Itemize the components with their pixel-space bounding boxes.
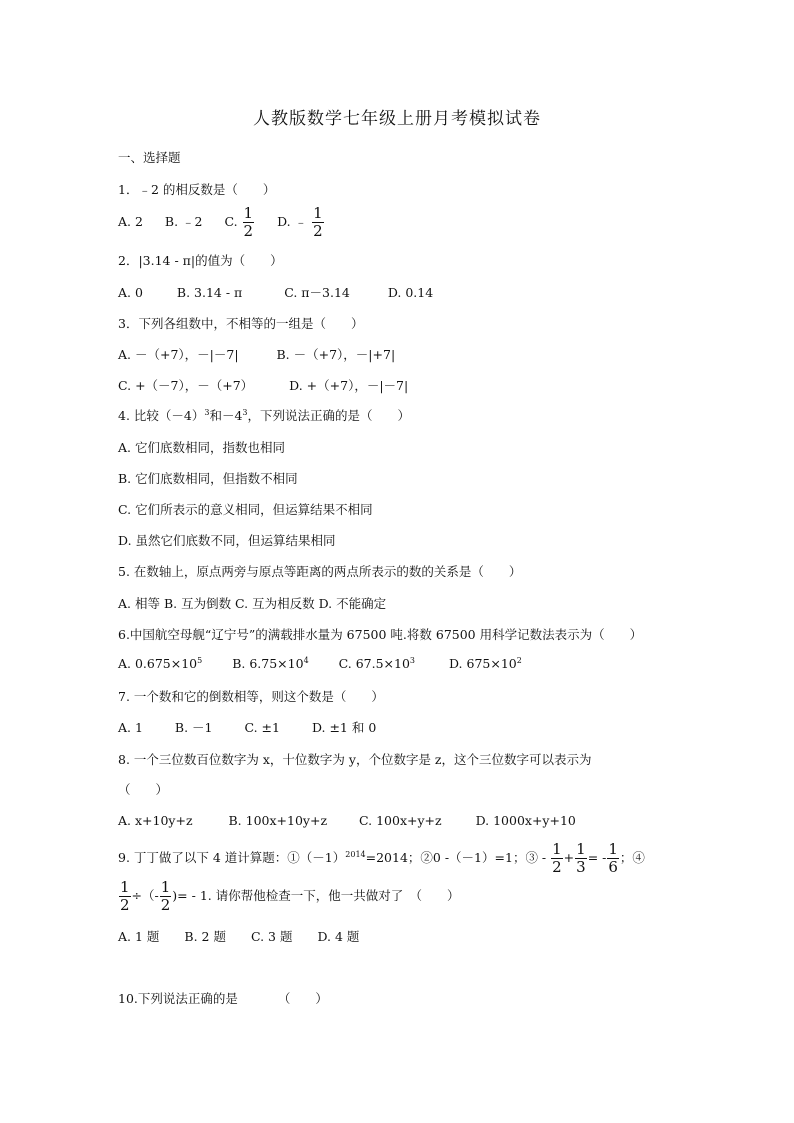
option-c: C. +（－7），－（+7） [118,378,254,393]
option-a: A. 1 [118,720,143,735]
option-b: B. 3.14 - π [176,285,243,300]
question-5: 5. 在数轴上，原点两旁与原点等距离的两点所表示的数的关系是（ ） [118,564,522,579]
question-4-option-b: B. 它们底数相同，但指数不相同 [118,471,298,486]
fraction: $\frac{1}{2}$ [120,878,130,914]
fraction: $\frac{1}{2}$ [313,204,323,240]
question-4-option-c: C. 它们所表示的意义相同，但运算结果不相同 [118,502,373,517]
question-9-line-1: 9. 丁丁做了以下 4 道计算题：$①(-1)^{2014}=2014$；②0 -（－1）=1；③ - $\frac{1}{2}$ + $\frac{1}{3}$ = - $\frac{1}{6}$ ；④ [118,840,645,876]
question-8-options [118,813,576,828]
page-title: 人教版数学七年级上册月考模拟试卷 [253,109,541,129]
fraction: $\frac{1}{3}$ [576,840,586,876]
option-c: C. 100x+y+z [359,813,442,828]
option-a: A. $0.675\times 10^5$ [118,656,203,672]
question-6: 6.中国航空母舰“辽宁号”的满载排水量为 67500 吨.将数 67500 用科学记数法表示为（ ） [118,627,643,642]
option-c: C. ±1 [244,720,280,735]
fraction: $\frac{1}{6}$ [608,840,618,876]
question-9-options: A. 1 题 B. 2 题 C. 3 题 D. 4 题 [118,929,360,944]
question-6-options [118,656,522,671]
option-b: B. 100x+10y+z [228,813,328,828]
option-d: D. 1000x+y+10 [475,813,576,828]
option-c-label: C. [224,214,238,229]
fraction: $\frac{1}{2}$ [552,840,562,876]
question-1: 1．﹣2 的相反数是（ ） [118,182,276,197]
question-3-options-ab [118,345,395,363]
section-heading: 一、选择题 [118,150,181,165]
question-8: 8. 一个三位数百位数字为 x，十位数字为 y，个位数字是 z，这个三位数字可以表示为 [118,752,592,767]
question-4: 4. 比较$(-4)^3$和$-4^3$，下列说法正确的是（ ） [118,407,411,423]
question-1-options [118,206,325,239]
option-c: C. π－3.14 [284,285,350,300]
option-b: B. $6.75\times 10^4$ [232,656,309,672]
question-9-line-2: $\frac{1}{2}$ ÷（- $\frac{1}{2}$ )= - 1. 请你帮他检查一下，他一共做对了 （ ） [120,878,460,914]
question-3: 3．下列各组数中，不相等的一组是（ ） [118,316,364,331]
question-4-option-d: D. 虽然它们底数不同，但运算结果相同 [118,533,336,548]
option-a: A. －（+7），－|－7| [118,347,239,362]
option-b: B. ﹣2 [164,214,203,229]
option-d: D. 0.14 [387,285,434,300]
question-5-options: A. 相等 B. 互为倒数 C. 互为相反数 D. 不能确定 [118,596,387,611]
option-b: B. －1 [174,720,213,735]
option-d-label: D. ﹣ [277,214,308,229]
question-7: 7. 一个数和它的倒数相等，则这个数是（ ） [118,689,384,704]
fraction: $\frac{1}{2}$ [160,878,171,914]
option-a: A. 2 [118,214,143,229]
question-7-options [118,718,376,736]
option-d: D. $675\times 10^2$ [448,656,522,672]
option-d: D. ±1 和 0 [311,720,377,735]
option-a: A. 0 [118,285,143,300]
question-2-options [118,283,433,301]
option-c: C. $67.5\times 10^3$ [338,656,415,672]
question-4-option-a: A. 它们底数相同，指数也相同 [118,440,285,455]
question-8-paren: （ ） [118,782,169,797]
option-d: D. +（+7），－|－7| [289,378,409,393]
question-2: 2．|3.14 - π|的值为（ ） [118,253,283,268]
fraction: $\frac{1}{2}$ [243,204,254,240]
question-3-options-cd [118,376,408,394]
option-b: B. －（+7），－|+7| [276,347,396,362]
option-a: A. x+10y+z [118,813,193,828]
question-10: 10.下列说法正确的是 （ ） [118,991,328,1006]
